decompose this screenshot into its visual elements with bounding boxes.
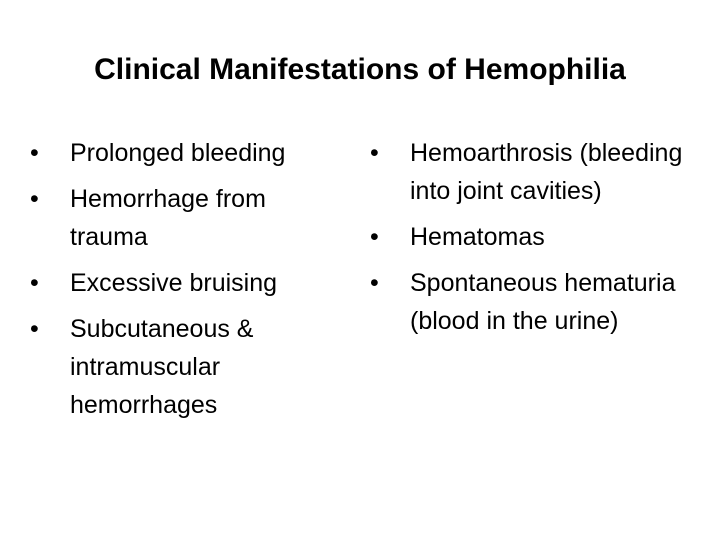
slide-title: Clinical Manifestations of Hemophilia [94, 53, 626, 86]
bullet-item [30, 134, 330, 172]
bullet-icon: • [370, 139, 379, 167]
bullet-text: Excessive bruising [70, 269, 278, 297]
bullet-icon: • [370, 223, 379, 251]
bullet-text: Spontaneous hematuria (blood in the urine) [410, 269, 676, 335]
bullet-icon: • [30, 315, 39, 343]
bullet-icon: • [30, 185, 39, 213]
bullet-item [30, 180, 330, 256]
bullet-icon: • [370, 269, 379, 297]
bullet-item [370, 264, 700, 340]
bullet-icon: • [30, 139, 39, 167]
bullet-icon: • [30, 269, 39, 297]
bullet-item [30, 264, 330, 302]
right-bullet-list [370, 134, 700, 348]
bullet-text: Prolonged bleeding [70, 139, 286, 167]
bullet-text: Subcutaneous & intramuscular hemorrhages [70, 315, 254, 419]
bullet-text: Hemorrhage from trauma [70, 185, 266, 251]
bullet-item [370, 134, 700, 210]
bullet-text: Hemoarthrosis (bleeding into joint cavities) [410, 139, 683, 205]
bullet-item [370, 218, 700, 256]
left-bullet-list [30, 134, 330, 432]
bullet-text: Hematomas [410, 223, 545, 251]
bullet-item [30, 310, 330, 424]
